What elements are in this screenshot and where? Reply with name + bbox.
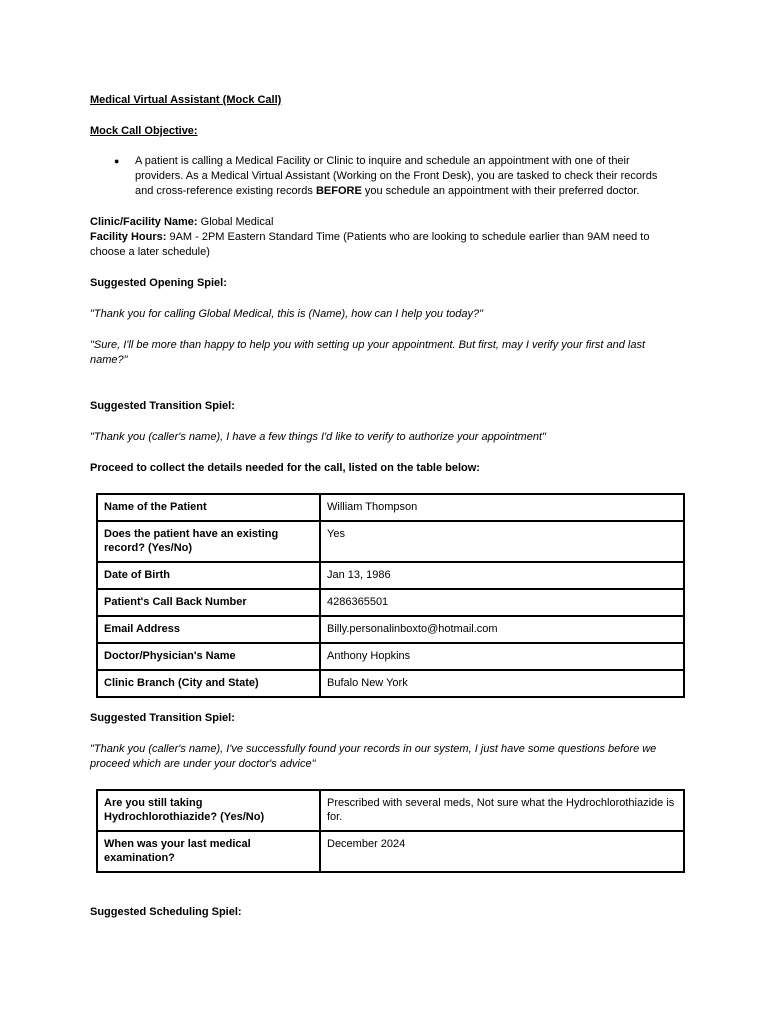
- clinic-name: Clinic/Facility Name: Global Medical: [90, 216, 274, 228]
- opening-spiel-line-1: "Thank you for calling Global Medical, this is (Name), how can I help you today?": [90, 308, 483, 320]
- transition-spiel-heading-1: Suggested Transition Spiel:: [90, 400, 235, 412]
- scheduling-spiel-heading: Suggested Scheduling Spiel:: [90, 906, 242, 918]
- objective-bullet: [114, 154, 680, 199]
- physician-name-value: Anthony Hopkins: [320, 643, 684, 670]
- medication-question-label: Are you still taking Hydrochlorothiazide? (Yes/No): [97, 790, 320, 831]
- opening-spiel-heading: Suggested Opening Spiel:: [90, 277, 227, 289]
- table-row: [97, 494, 684, 521]
- document-title: Medical Virtual Assistant (Mock Call): [90, 94, 282, 106]
- patient-details-table: [96, 493, 685, 698]
- table-row: [97, 643, 684, 670]
- facility-hours: Facility Hours: 9AM - 2PM Eastern Standard Time (Patients who are looking to schedule earlier than 9AM need to choose a later schedule): [90, 231, 650, 258]
- date-of-birth-label: Date of Birth: [97, 562, 320, 589]
- physician-name-label: Doctor/Physician's Name: [97, 643, 320, 670]
- transition-spiel-heading-2: Suggested Transition Spiel:: [90, 712, 235, 724]
- clinic-branch-label: Clinic Branch (City and State): [97, 670, 320, 697]
- medication-question-value: Prescribed with several meds, Not sure what the Hydrochlorothiazide is for.: [320, 790, 684, 831]
- table-row: [97, 562, 684, 589]
- table-row: [97, 790, 684, 831]
- table-row: [97, 521, 684, 562]
- patient-name-label: Name of the Patient: [97, 494, 320, 521]
- transition-spiel-line-2: "Thank you (caller's name), I've successfully found your records in our system, I just have some questions before we proceed which are under your doctor's advice": [90, 743, 657, 770]
- proceed-instruction: Proceed to collect the details needed for the call, listed on the table below:: [90, 462, 480, 474]
- table-row: [97, 831, 684, 872]
- email-address-label: Email Address: [97, 616, 320, 643]
- table-row: [97, 670, 684, 697]
- transition-spiel-line-1: "Thank you (caller's name), I have a few things I'd like to verify to authorize your appointment": [90, 431, 546, 443]
- clinic-branch-value: Bufalo New York: [320, 670, 684, 697]
- document-page: [90, 93, 680, 920]
- table-row: [97, 589, 684, 616]
- opening-spiel-line-2: "Sure, I'll be more than happy to help you with setting up your appointment. But first, may I verify your first and last name?": [90, 339, 646, 366]
- bullet-dot-icon: ●: [114, 156, 120, 166]
- existing-record-value: Yes: [320, 521, 684, 562]
- call-back-number-label: Patient's Call Back Number: [97, 589, 320, 616]
- patient-name-value: William Thompson: [320, 494, 684, 521]
- doctor-questions-table: [96, 789, 685, 873]
- date-of-birth-value: Jan 13, 1986: [320, 562, 684, 589]
- objective-text: A patient is calling a Medical Facility or Clinic to inquire and schedule an appointment with one of their providers. As a Medical Virtual Assistant (Working on the Front Desk), you are tasked to check their records and cross-reference existing records BEFORE you schedule an appointment with their preferred doctor.: [135, 155, 658, 197]
- objective-heading: Mock Call Objective:: [90, 125, 198, 137]
- email-address-value: Billy.personalinboxto@hotmail.com: [320, 616, 684, 643]
- last-exam-question-value: December 2024: [320, 831, 684, 872]
- existing-record-label: Does the patient have an existing record? (Yes/No): [97, 521, 320, 562]
- call-back-number-value: 4286365501: [320, 589, 684, 616]
- last-exam-question-label: When was your last medical examination?: [97, 831, 320, 872]
- table-row: [97, 616, 684, 643]
